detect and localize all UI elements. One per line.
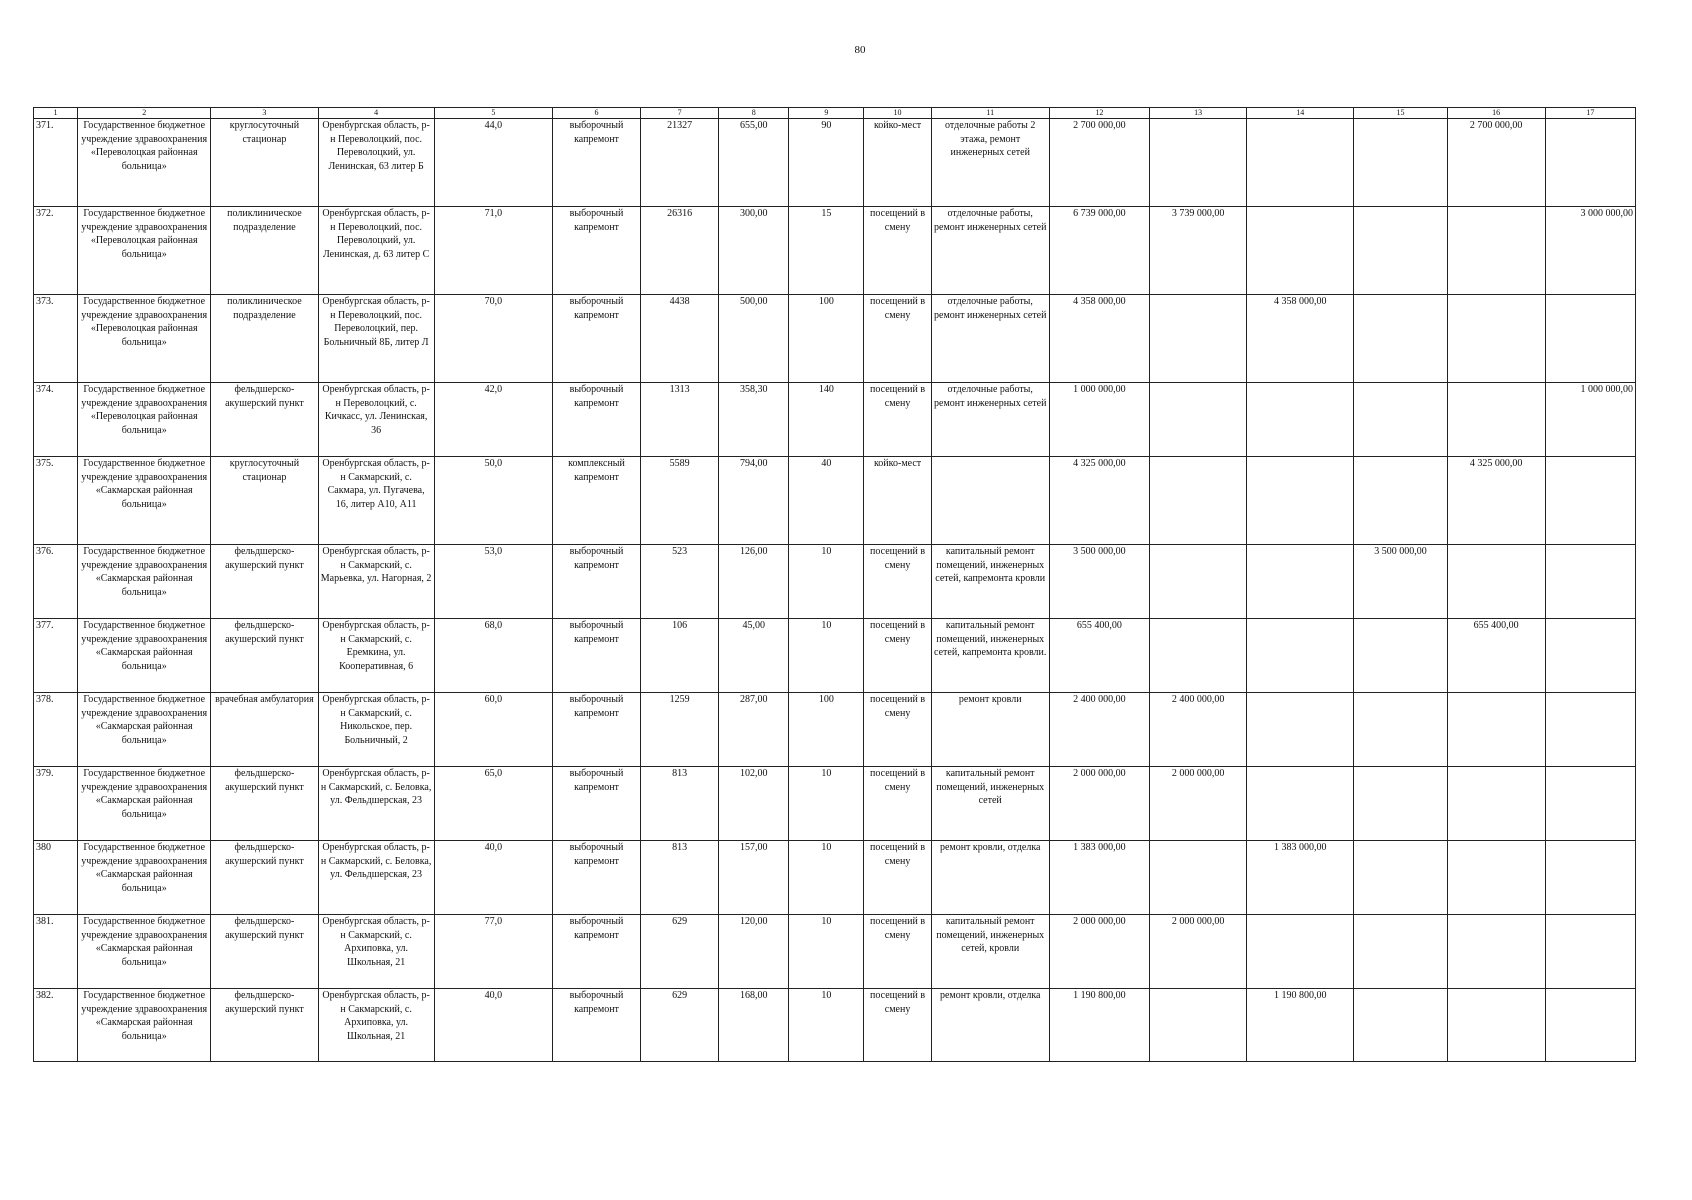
value-cell: 629 (641, 915, 719, 989)
column-number: 9 (789, 108, 864, 119)
work-type-cell: выборочный капремонт (552, 619, 640, 693)
amount-cell (1150, 295, 1247, 383)
institution-cell: Государственное бюджетное учреждение здравоохранения «Переволоцкая районная больница» (78, 119, 211, 207)
address-cell: Оренбургская область, р-н Переволоцкий, с. Кичкасс, ул. Ленинская, 36 (318, 383, 434, 457)
amount-cell (1354, 915, 1447, 989)
value-cell: 140 (789, 383, 864, 457)
object-cell: фельдшерско-акушерский пункт (211, 841, 318, 915)
total-cell: 3 500 000,00 (1049, 545, 1149, 619)
institution-cell: Государственное бюджетное учреждение здравоохранения «Переволоцкая районная больница» (78, 295, 211, 383)
work-type-cell: выборочный капремонт (552, 767, 640, 841)
amount-cell (1354, 295, 1447, 383)
column-number: 10 (864, 108, 931, 119)
works-cell: отделочные работы, ремонт инженерных сетей (931, 207, 1049, 295)
unit-cell: посещений в смену (864, 989, 931, 1062)
row-number: 375. (34, 457, 78, 545)
value-cell: 794,00 (719, 457, 789, 545)
column-number: 4 (318, 108, 434, 119)
amount-cell (1150, 119, 1247, 207)
table-row (34, 619, 1636, 693)
amount-cell: 3 500 000,00 (1354, 545, 1447, 619)
institution-cell: Государственное бюджетное учреждение здравоохранения «Переволоцкая районная больница» (78, 207, 211, 295)
value-cell: 157,00 (719, 841, 789, 915)
works-cell: капитальный ремонт помещений, инженерных сетей, кровли (931, 915, 1049, 989)
work-type-cell: выборочный капремонт (552, 295, 640, 383)
amount-cell (1447, 767, 1545, 841)
amount-cell: 2 000 000,00 (1150, 767, 1247, 841)
value-cell: 10 (789, 989, 864, 1062)
value-cell: 50,0 (434, 457, 552, 545)
object-cell: фельдшерско-акушерский пункт (211, 989, 318, 1062)
amount-cell (1447, 841, 1545, 915)
value-cell: 4438 (641, 295, 719, 383)
institution-cell: Государственное бюджетное учреждение здравоохранения «Сакмарская районная больница» (78, 841, 211, 915)
address-cell: Оренбургская область, р-н Сакмарский, с. Архиповка, ул. Школьная, 21 (318, 989, 434, 1062)
unit-cell: посещений в смену (864, 295, 931, 383)
address-cell: Оренбургская область, р-н Сакмарский, с. Архиповка, ул. Школьная, 21 (318, 915, 434, 989)
works-cell: ремонт кровли, отделка (931, 989, 1049, 1062)
works-cell: ремонт кровли (931, 693, 1049, 767)
amount-cell: 1 190 800,00 (1247, 989, 1354, 1062)
table-row (34, 457, 1636, 545)
total-cell: 2 000 000,00 (1049, 767, 1149, 841)
table-row (34, 915, 1636, 989)
value-cell: 300,00 (719, 207, 789, 295)
table-row (34, 207, 1636, 295)
value-cell: 65,0 (434, 767, 552, 841)
value-cell: 100 (789, 693, 864, 767)
value-cell: 68,0 (434, 619, 552, 693)
object-cell: поликлиническое подразделение (211, 207, 318, 295)
column-number: 8 (719, 108, 789, 119)
table-row (34, 383, 1636, 457)
capital-repair-table (33, 107, 1636, 1062)
amount-cell (1354, 767, 1447, 841)
amount-cell (1447, 383, 1545, 457)
unit-cell: посещений в смену (864, 619, 931, 693)
value-cell: 26316 (641, 207, 719, 295)
value-cell: 168,00 (719, 989, 789, 1062)
amount-cell (1354, 693, 1447, 767)
total-cell: 2 000 000,00 (1049, 915, 1149, 989)
address-cell: Оренбургская область, р-н Сакмарский, с. Марьевка, ул. Нагорная, 2 (318, 545, 434, 619)
column-number: 5 (434, 108, 552, 119)
amount-cell (1545, 767, 1635, 841)
value-cell: 1259 (641, 693, 719, 767)
amount-cell (1447, 545, 1545, 619)
amount-cell (1150, 383, 1247, 457)
work-type-cell: выборочный капремонт (552, 989, 640, 1062)
value-cell: 287,00 (719, 693, 789, 767)
value-cell: 655,00 (719, 119, 789, 207)
value-cell: 45,00 (719, 619, 789, 693)
amount-cell (1545, 989, 1635, 1062)
value-cell: 71,0 (434, 207, 552, 295)
amount-cell (1545, 619, 1635, 693)
column-number: 16 (1447, 108, 1545, 119)
address-cell: Оренбургская область, р-н Сакмарский, с. Еремкина, ул. Кооперативная, 6 (318, 619, 434, 693)
works-cell: ремонт кровли, отделка (931, 841, 1049, 915)
object-cell: круглосуточный стационар (211, 457, 318, 545)
amount-cell (1354, 619, 1447, 693)
amount-cell: 4 358 000,00 (1247, 295, 1354, 383)
institution-cell: Государственное бюджетное учреждение здравоохранения «Сакмарская районная больница» (78, 619, 211, 693)
total-cell: 1 000 000,00 (1049, 383, 1149, 457)
table-body (34, 119, 1636, 1062)
amount-cell (1545, 119, 1635, 207)
amount-cell: 2 400 000,00 (1150, 693, 1247, 767)
amount-cell (1545, 915, 1635, 989)
value-cell: 60,0 (434, 693, 552, 767)
amount-cell: 2 000 000,00 (1150, 915, 1247, 989)
address-cell: Оренбургская область, р-н Сакмарский, с. Сакмара, ул. Пугачева, 16, литер А10, А11 (318, 457, 434, 545)
unit-cell: посещений в смену (864, 545, 931, 619)
value-cell: 40 (789, 457, 864, 545)
column-number: 13 (1150, 108, 1247, 119)
column-number: 14 (1247, 108, 1354, 119)
value-cell: 126,00 (719, 545, 789, 619)
amount-cell: 2 700 000,00 (1447, 119, 1545, 207)
works-cell: капитальный ремонт помещений, инженерных сетей (931, 767, 1049, 841)
value-cell: 120,00 (719, 915, 789, 989)
object-cell: поликлиническое подразделение (211, 295, 318, 383)
unit-cell: посещений в смену (864, 841, 931, 915)
object-cell: фельдшерско-акушерский пункт (211, 619, 318, 693)
value-cell: 102,00 (719, 767, 789, 841)
column-number: 12 (1049, 108, 1149, 119)
institution-cell: Государственное бюджетное учреждение здравоохранения «Сакмарская районная больница» (78, 915, 211, 989)
institution-cell: Государственное бюджетное учреждение здравоохранения «Сакмарская районная больница» (78, 457, 211, 545)
work-type-cell: выборочный капремонт (552, 841, 640, 915)
amount-cell (1150, 545, 1247, 619)
column-number: 11 (931, 108, 1049, 119)
work-type-cell: выборочный капремонт (552, 119, 640, 207)
amount-cell: 3 739 000,00 (1150, 207, 1247, 295)
amount-cell: 1 000 000,00 (1545, 383, 1635, 457)
table-row (34, 841, 1636, 915)
table-row (34, 119, 1636, 207)
amount-cell (1150, 457, 1247, 545)
amount-cell: 3 000 000,00 (1545, 207, 1635, 295)
amount-cell (1247, 545, 1354, 619)
works-cell: отделочные работы, ремонт инженерных сетей (931, 295, 1049, 383)
amount-cell (1545, 841, 1635, 915)
amount-cell (1247, 383, 1354, 457)
value-cell: 40,0 (434, 841, 552, 915)
institution-cell: Государственное бюджетное учреждение здравоохранения «Сакмарская районная больница» (78, 545, 211, 619)
unit-cell: посещений в смену (864, 383, 931, 457)
amount-cell (1247, 207, 1354, 295)
table-row (34, 693, 1636, 767)
value-cell: 523 (641, 545, 719, 619)
amount-cell: 4 325 000,00 (1447, 457, 1545, 545)
row-number: 380 (34, 841, 78, 915)
amount-cell (1354, 119, 1447, 207)
value-cell: 358,30 (719, 383, 789, 457)
amount-cell (1150, 841, 1247, 915)
object-cell: круглосуточный стационар (211, 119, 318, 207)
table-row (34, 767, 1636, 841)
value-cell: 70,0 (434, 295, 552, 383)
row-number: 381. (34, 915, 78, 989)
value-cell: 10 (789, 915, 864, 989)
total-cell: 6 739 000,00 (1049, 207, 1149, 295)
row-number: 374. (34, 383, 78, 457)
amount-cell (1247, 693, 1354, 767)
value-cell: 10 (789, 619, 864, 693)
unit-cell: посещений в смену (864, 915, 931, 989)
total-cell: 2 700 000,00 (1049, 119, 1149, 207)
amount-cell (1447, 295, 1545, 383)
table-row (34, 989, 1636, 1062)
total-cell: 4 325 000,00 (1049, 457, 1149, 545)
value-cell: 106 (641, 619, 719, 693)
value-cell: 10 (789, 767, 864, 841)
work-type-cell: выборочный капремонт (552, 383, 640, 457)
row-number: 371. (34, 119, 78, 207)
amount-cell (1247, 619, 1354, 693)
object-cell: фельдшерско-акушерский пункт (211, 767, 318, 841)
works-cell: капитальный ремонт помещений, инженерных сетей, капремонта кровли (931, 545, 1049, 619)
unit-cell: койко-мест (864, 457, 931, 545)
unit-cell: койко-мест (864, 119, 931, 207)
amount-cell (1545, 295, 1635, 383)
column-number: 3 (211, 108, 318, 119)
amount-cell (1150, 989, 1247, 1062)
value-cell: 77,0 (434, 915, 552, 989)
object-cell: врачебная амбулатория (211, 693, 318, 767)
value-cell: 53,0 (434, 545, 552, 619)
column-number: 6 (552, 108, 640, 119)
works-cell: капитальный ремонт помещений, инженерных сетей, капремонта кровли. (931, 619, 1049, 693)
total-cell: 2 400 000,00 (1049, 693, 1149, 767)
object-cell: фельдшерско-акушерский пункт (211, 383, 318, 457)
address-cell: Оренбургская область, р-н Сакмарский, с. Беловка, ул. Фельдшерская, 23 (318, 841, 434, 915)
amount-cell (1545, 457, 1635, 545)
total-cell: 1 190 800,00 (1049, 989, 1149, 1062)
address-cell: Оренбургская область, р-н Переволоцкий, пос. Переволоцкий, ул. Ленинская, д. 63 литер С (318, 207, 434, 295)
address-cell: Оренбургская область, р-н Переволоцкий, пос. Переволоцкий, ул. Ленинская, 63 литер Б (318, 119, 434, 207)
unit-cell: посещений в смену (864, 207, 931, 295)
amount-cell (1354, 457, 1447, 545)
object-cell: фельдшерско-акушерский пункт (211, 545, 318, 619)
amount-cell (1247, 119, 1354, 207)
value-cell: 1313 (641, 383, 719, 457)
work-type-cell: комплексный капремонт (552, 457, 640, 545)
row-number: 378. (34, 693, 78, 767)
institution-cell: Государственное бюджетное учреждение здравоохранения «Сакмарская районная больница» (78, 989, 211, 1062)
column-number: 17 (1545, 108, 1635, 119)
column-number-row (34, 108, 1636, 119)
value-cell: 100 (789, 295, 864, 383)
unit-cell: посещений в смену (864, 693, 931, 767)
amount-cell (1354, 207, 1447, 295)
value-cell: 10 (789, 545, 864, 619)
total-cell: 4 358 000,00 (1049, 295, 1149, 383)
value-cell: 5589 (641, 457, 719, 545)
value-cell: 21327 (641, 119, 719, 207)
amount-cell (1354, 383, 1447, 457)
address-cell: Оренбургская область, р-н Переволоцкий, пос. Переволоцкий, пер. Больничный 8Б, литер Л (318, 295, 434, 383)
row-number: 377. (34, 619, 78, 693)
column-number: 2 (78, 108, 211, 119)
address-cell: Оренбургская область, р-н Сакмарский, с. Беловка, ул. Фельдшерская, 23 (318, 767, 434, 841)
row-number: 376. (34, 545, 78, 619)
value-cell: 629 (641, 989, 719, 1062)
column-number: 7 (641, 108, 719, 119)
value-cell: 44,0 (434, 119, 552, 207)
object-cell: фельдшерско-акушерский пункт (211, 915, 318, 989)
value-cell: 90 (789, 119, 864, 207)
value-cell: 500,00 (719, 295, 789, 383)
row-number: 373. (34, 295, 78, 383)
amount-cell (1150, 619, 1247, 693)
page-number: 80 (854, 44, 866, 56)
value-cell: 10 (789, 841, 864, 915)
amount-cell (1447, 207, 1545, 295)
amount-cell: 1 383 000,00 (1247, 841, 1354, 915)
amount-cell (1447, 915, 1545, 989)
work-type-cell: выборочный капремонт (552, 693, 640, 767)
institution-cell: Государственное бюджетное учреждение здравоохранения «Сакмарская районная больница» (78, 767, 211, 841)
work-type-cell: выборочный капремонт (552, 915, 640, 989)
work-type-cell: выборочный капремонт (552, 207, 640, 295)
column-number: 15 (1354, 108, 1447, 119)
total-cell: 1 383 000,00 (1049, 841, 1149, 915)
row-number: 379. (34, 767, 78, 841)
column-number: 1 (34, 108, 78, 119)
amount-cell: 655 400,00 (1447, 619, 1545, 693)
unit-cell: посещений в смену (864, 767, 931, 841)
total-cell: 655 400,00 (1049, 619, 1149, 693)
amount-cell (1447, 989, 1545, 1062)
amount-cell (1354, 841, 1447, 915)
works-cell: отделочные работы 2 этажа, ремонт инженерных сетей (931, 119, 1049, 207)
amount-cell (1354, 989, 1447, 1062)
address-cell: Оренбургская область, р-н Сакмарский, с. Никольское, пер. Больничный, 2 (318, 693, 434, 767)
value-cell: 813 (641, 767, 719, 841)
amount-cell (1447, 693, 1545, 767)
works-cell (931, 457, 1049, 545)
amount-cell (1545, 693, 1635, 767)
value-cell: 42,0 (434, 383, 552, 457)
table-row (34, 545, 1636, 619)
row-number: 372. (34, 207, 78, 295)
amount-cell (1247, 915, 1354, 989)
work-type-cell: выборочный капремонт (552, 545, 640, 619)
value-cell: 40,0 (434, 989, 552, 1062)
works-cell: отделочные работы, ремонт инженерных сетей (931, 383, 1049, 457)
institution-cell: Государственное бюджетное учреждение здравоохранения «Переволоцкая районная больница» (78, 383, 211, 457)
institution-cell: Государственное бюджетное учреждение здравоохранения «Сакмарская районная больница» (78, 693, 211, 767)
amount-cell (1545, 545, 1635, 619)
value-cell: 813 (641, 841, 719, 915)
row-number: 382. (34, 989, 78, 1062)
amount-cell (1247, 457, 1354, 545)
value-cell: 15 (789, 207, 864, 295)
amount-cell (1247, 767, 1354, 841)
table-row (34, 295, 1636, 383)
